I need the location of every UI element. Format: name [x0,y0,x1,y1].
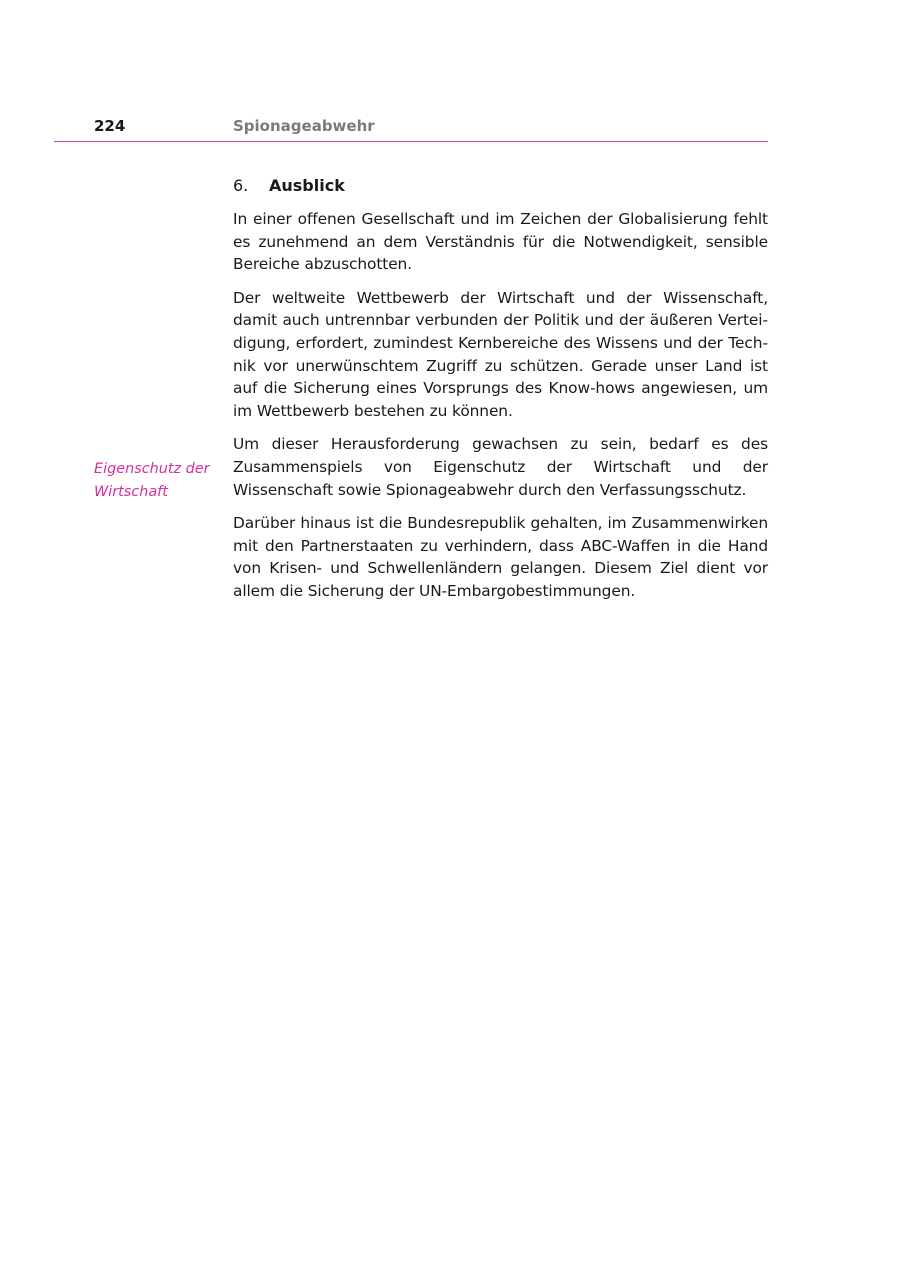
page-number: 224 [94,117,126,135]
margin-note: Eigenschutz der Wirtschaft [94,461,210,500]
paragraph-3: Um dieser Herausforderung gewachsen zu sein, bedarf es des Zusammenspiels von Eigenschutz der Wirtschaft und der Wissenschaft sowie Spionageabwehr durch den Verfassungsschutz. [233,435,768,499]
paragraph-1: In einer offenen Gesellschaft und im Zeichen der Globalisierung fehlt es zunehmend an dem Verständnis für die Notwendigkeit, sensible Bereiche abzuschotten. [233,210,768,274]
header-rule [54,141,768,142]
running-title: Spionageabwehr [233,117,375,135]
section-number: 6. [233,176,249,195]
paragraph-2: Der weltweite Wettbewerb der Wirtschaft und der Wissenschaft, damit auch untrennbar verbunden der Politik und der äußeren Verteidigung, erfordert, zumindest Kernbereiche des Wissens und der Technik vor unerwünschtem Zugriff zu schützen. Gerade unser Land ist auf die Sicherung eines Vorsprungs des Know-hows angewiesen, um im Wettbewerb bestehen zu können. [233,288,768,420]
main-content [233,175,768,614]
section-heading [233,175,768,197]
paragraph-4: Darüber hinaus ist die Bundesrepublik gehalten, im Zusammenwirken mit den Partnerstaaten zu verhindern, dass ABC-Waffen in die Hand von Krisen- und Schwellenländern gelangen. Diesem Ziel dient vor allem die Sicherung der UN-Embargobestimmungen. [233,514,768,600]
section-title: Ausblick [269,176,345,195]
